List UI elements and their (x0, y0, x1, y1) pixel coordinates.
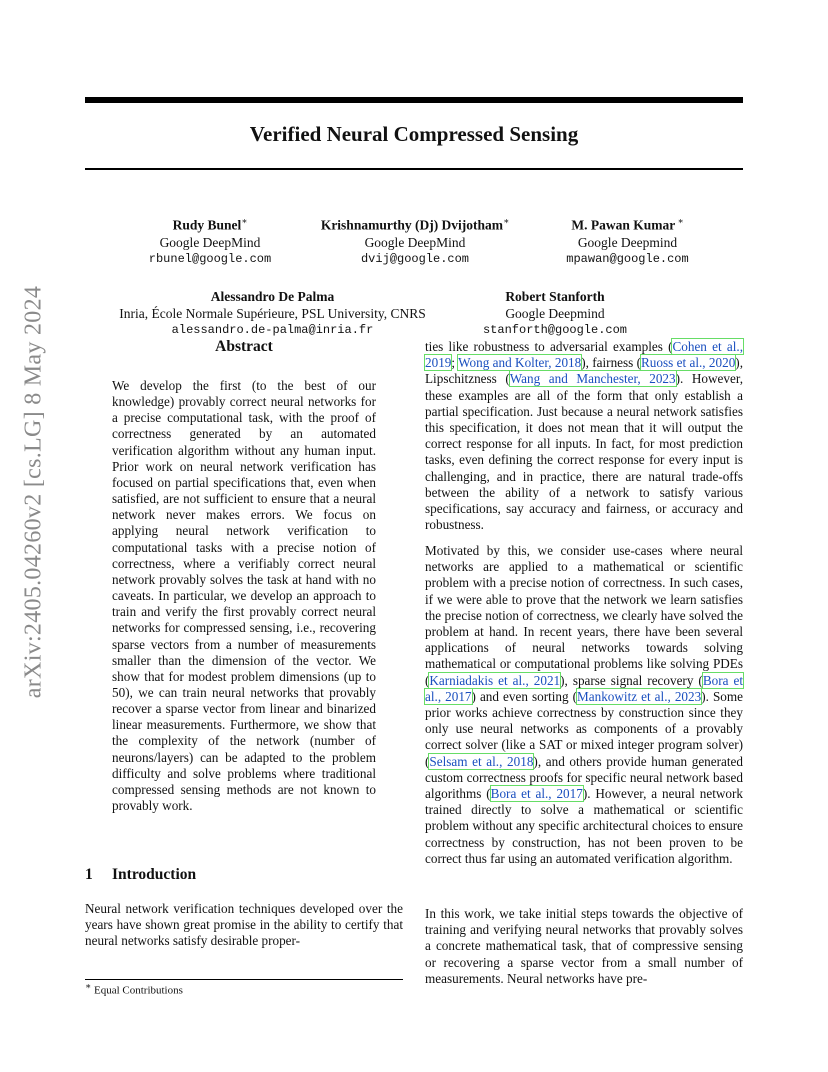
footnote (85, 981, 183, 997)
author-block (95, 288, 450, 339)
author-email[interactable]: dvij@google.com (360, 251, 470, 266)
author-block (545, 213, 710, 268)
author-email[interactable]: mpawan@google.com (566, 251, 689, 266)
author-name: Robert Stanforth (505, 289, 605, 304)
footnote-rule (85, 979, 403, 980)
right-paragraph-2: Motivated by this, we consider use-cases where neural networks are applied to a mathematical or scientific problem with a precise notion of correctness. In such cases, if we were able to prove that the network we learn satisfies the precise notion of correctness, we clearly have solved the problem at hand. In recent years, there have been several applications of neural networks towards solving mathematical or computational problems like solving PDEs (Karniadakis et al., 2021), sparse signal recovery (Bora et al., 2017) and even sorting (Mankowitz et al., 2023). Some prior works achieve correctness by construction since they only use neural networks as components of a provably correct solver (like a SAT or mixed integer program solver) (Selsam et al., 2018), and others provide human generated custom correctness proofs for specific neural network based algorithms (Bora et al., 2017). However, a neural network trained directly to solve a mathematical or scientific problem without any specific architectural choices to ensure correctness by construction, has not been proven to be correct thus far using an automated verification algorithm. (425, 543, 744, 866)
author-affiliation: Google Deepmind (505, 306, 605, 321)
section-heading (85, 866, 196, 884)
citation-link[interactable]: Bora et al., 2017 (425, 672, 743, 704)
author-name: Alessandro De Palma (210, 289, 335, 304)
right-paragraph-1: ties like robustness to adversarial examples (Cohen et al., 2019; Wong and Kolter, 2018), fairness (Ruoss et al., 2020), Lipschitzness (Wang and Manchester, 2023). However, these examples are all of the form that only establish a partial specification. Just because a neural network satisfies this specification, it does not mean that it will output the correct response for all inputs. In fact, for most prediction tasks, even defining the correct response for every input is challenging, and in practice, there are natural trade-offs between the ability of a network to satisfy various specifications, say accuracy and fairness, or accuracy and robustness. (425, 339, 743, 533)
citation-link[interactable]: Ruoss et al., 2020 (641, 355, 736, 371)
section-number: 1 (85, 866, 93, 883)
author-name: M. Pawan Kumar ∗ (571, 216, 684, 233)
section-title: Introduction (112, 866, 197, 883)
citation-link[interactable]: Selsam et al., 2018 (429, 753, 534, 769)
author-name: Rudy Bunel∗ (172, 216, 248, 233)
author-block (300, 213, 530, 268)
author-name: Krishnamurthy (Dj) Dvijotham∗ (320, 216, 510, 233)
author-email[interactable]: alessandro.de-palma@inria.fr (171, 323, 374, 337)
citation-link[interactable]: Wong and Kolter, 2018 (458, 355, 582, 371)
citation-link[interactable]: Mankowitz et al., 2023 (577, 688, 702, 704)
citation-link[interactable]: Karniadakis et al., 2021 (429, 672, 561, 688)
title-top-rule (85, 97, 743, 103)
citation-link[interactable]: Cohen et al., 2019 (425, 339, 743, 371)
abstract-heading: Abstract (215, 338, 273, 355)
author-affiliation: Google DeepMind (364, 234, 466, 250)
author-email[interactable]: stanforth@google.com (482, 323, 628, 337)
author-affiliation: Google DeepMind (159, 234, 261, 250)
citation-link[interactable]: Wang and Manchester, 2023 (509, 371, 676, 387)
arxiv-sidebar-stamp (14, 282, 54, 702)
abstract-text: We develop the first (to the best of our knowledge) provably correct neural networks for a precise computational task, with the proof of correctness generated by an automated verification algorithm without any human input. Prior work on neural network verification has focused on partial specifications that, even when satisfied, are not sufficient to ensure that a neural network never makes errors. We focus on applying neural network verification to computational tasks with a precise notion of correctness, where a verifiably correct neural network provably solves the task at hand with no caveats. In particular, we develop an approach to train and verify the first provably correct neural networks for compressed sensing, i.e., recovering sparse vectors from a number of measurements smaller than the dimension of the vector. We show that for modest problem dimensions (up to 50), we can train neural networks that provably recover a sparse vector from linear and binarized linear measurements. Furthermore, we show that the complexity of the network (number of neurons/layers) can be adapted to the problem difficulty and solve problems where traditional compressed sensing methods are not known to provably work. (112, 378, 376, 814)
paper-title: Verified Neural Compressed Sensing (249, 122, 579, 146)
footnote-text: Equal Contributions (93, 984, 183, 997)
footnote-mark: ∗ (85, 981, 92, 991)
intro-paragraph: Neural network verification techniques developed over the years have shown great promise in the ability to certify that neural networks satisfy desirable proper- (85, 901, 403, 949)
arxiv-id: arXiv:2405.04260v2 [cs.LG] 8 May 2024 (20, 285, 47, 699)
author-email[interactable]: rbunel@google.com (148, 251, 272, 266)
right-paragraph-3: In this work, we take initial steps towards the objective of training and verifying neural networks that provably solves a concrete mathematical task, that of compressive sensing or recovering a sparse vector from a small number of measurements. Neural networks have pre- (425, 906, 743, 986)
author-affiliation: Inria, École Normale Supérieure, PSL University, CNRS (119, 306, 426, 321)
title-bottom-rule (85, 168, 743, 170)
citation-link[interactable]: Bora et al., 2017 (490, 786, 583, 802)
author-block (470, 288, 640, 339)
author-affiliation: Google Deepmind (577, 234, 678, 250)
author-block (135, 213, 285, 268)
